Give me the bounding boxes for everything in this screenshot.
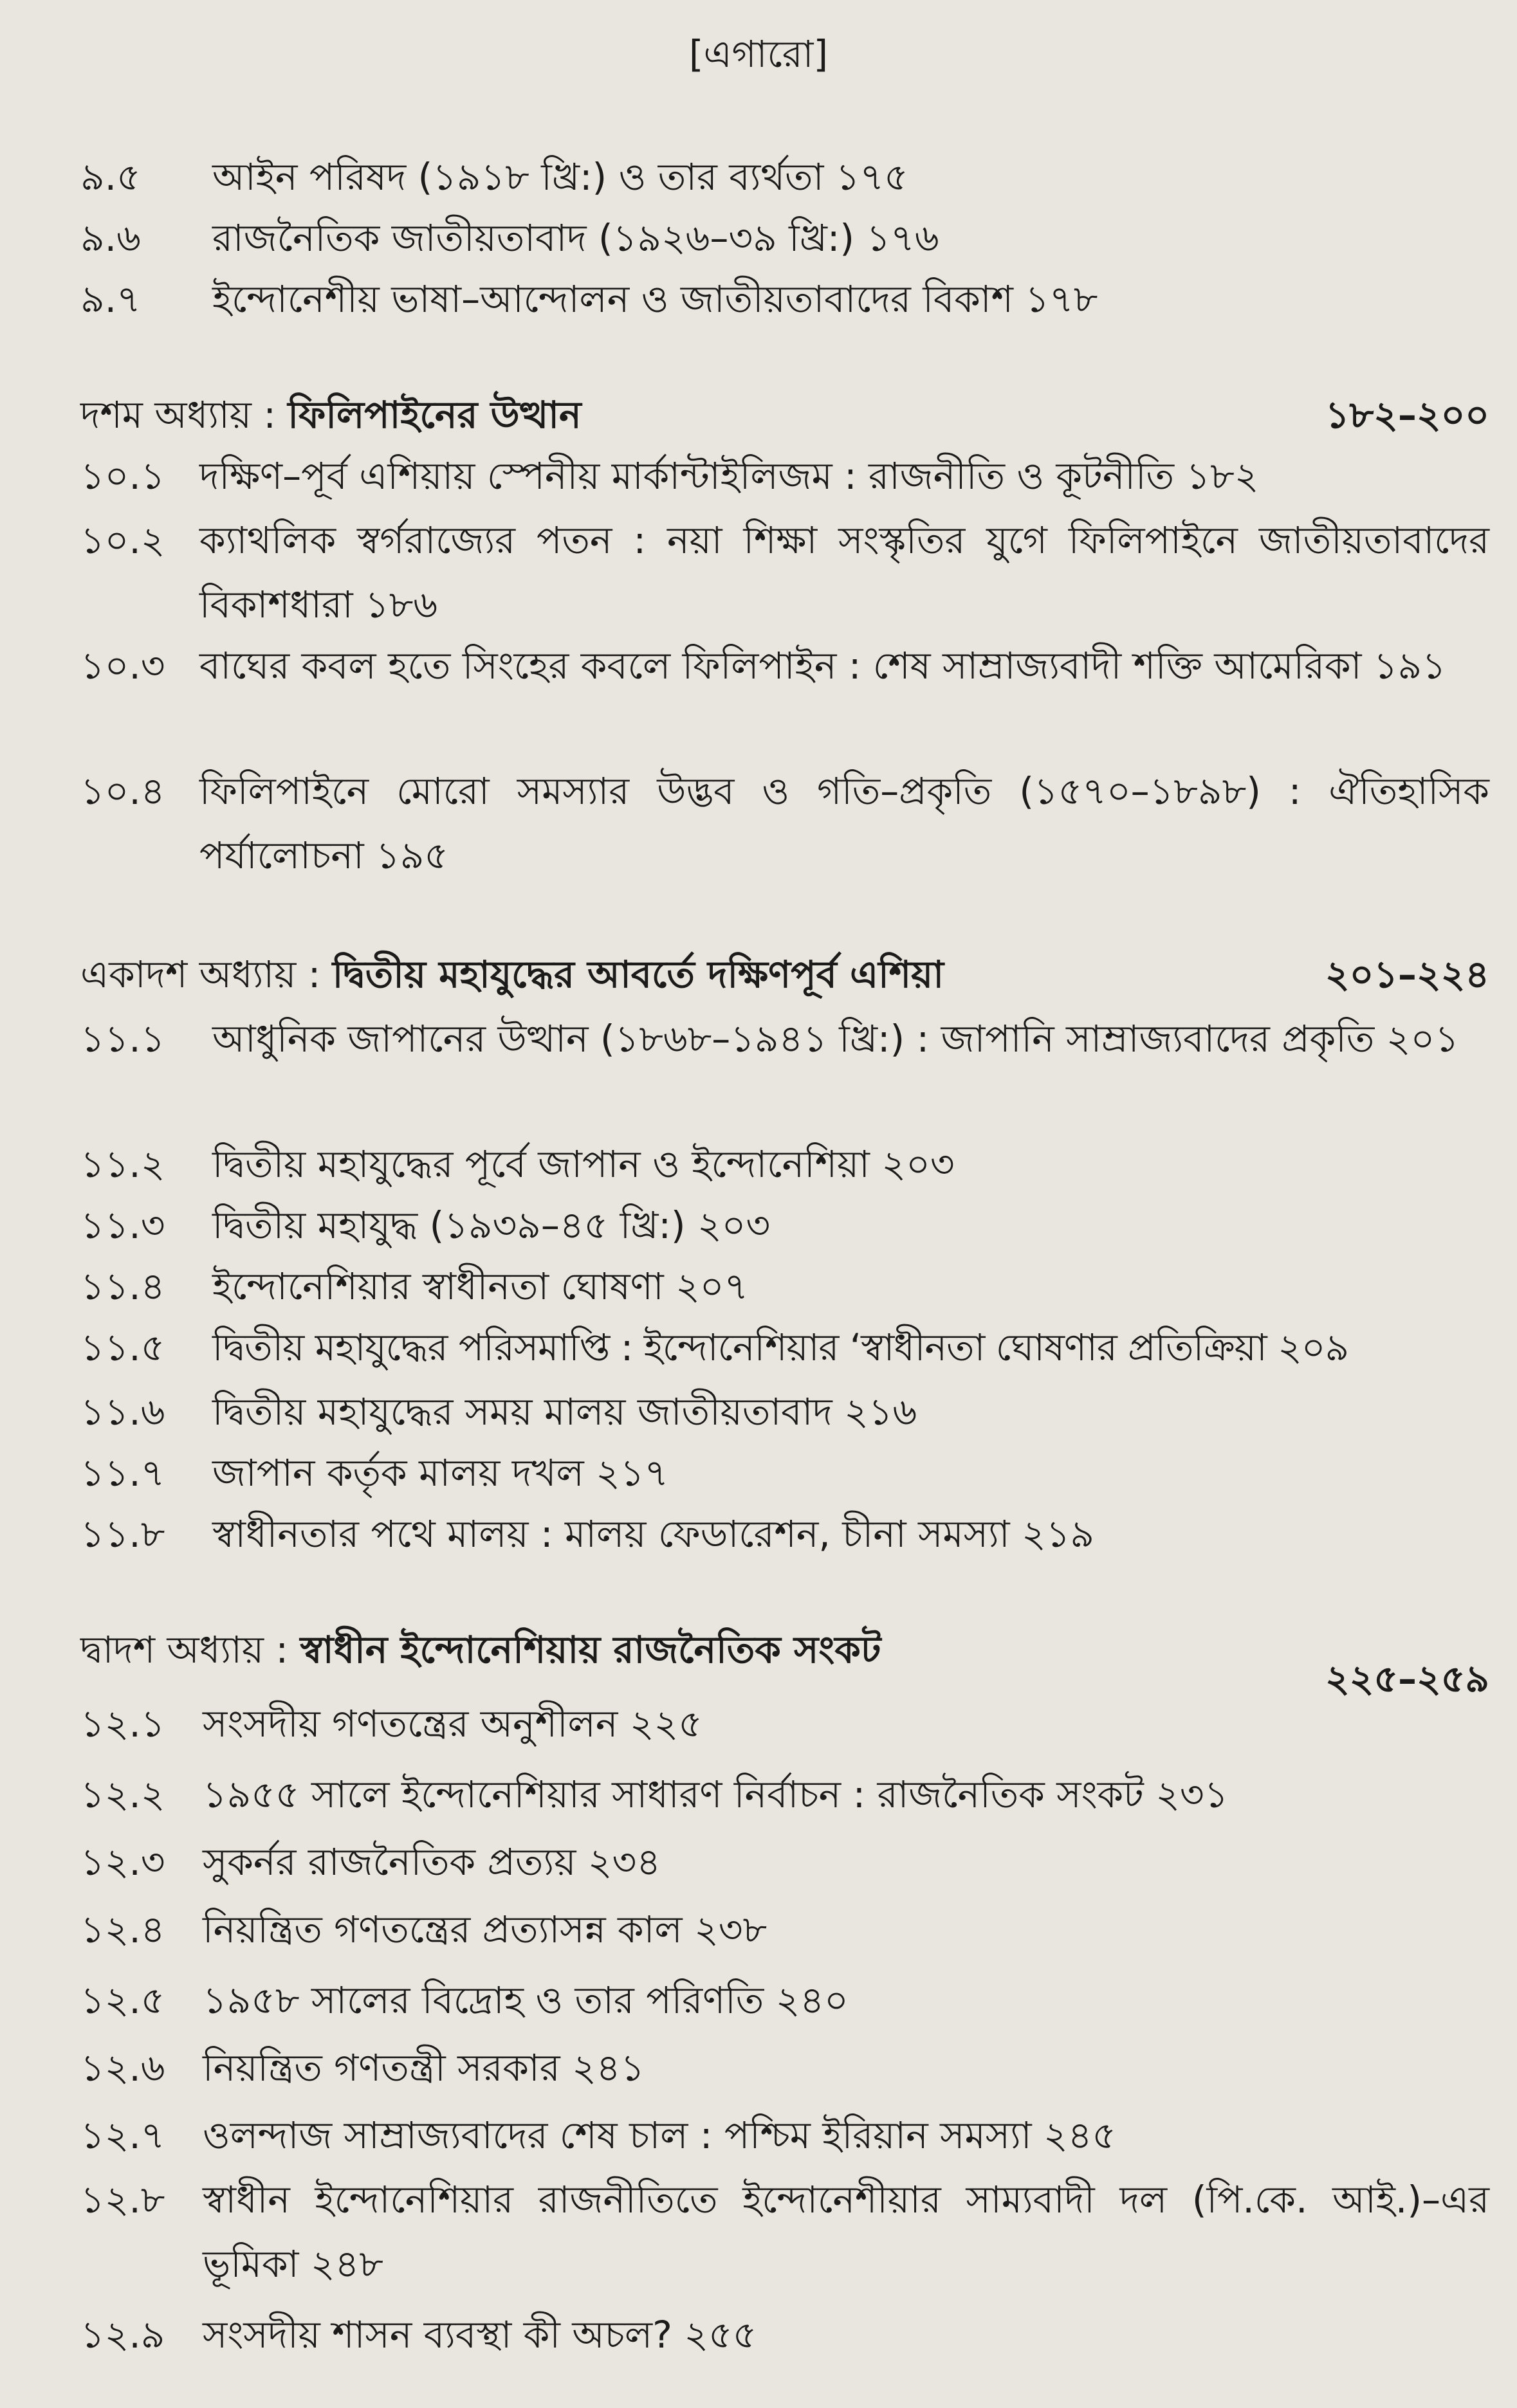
entry-number: ৯.৭ — [80, 277, 141, 321]
toc-entry — [80, 1193, 1489, 1257]
entry-number: ৯.৫ — [80, 155, 141, 199]
entry-number: ১১.৭ — [80, 1451, 165, 1495]
toc-entry — [80, 508, 1489, 637]
chapter-label: একাদশ অধ্যায় : — [80, 953, 321, 996]
chapter-title: স্বাধীন ইন্দোনেশিয়ায় রাজনৈতিক সংকট — [300, 1628, 881, 1672]
entry-number: ১১.৪ — [80, 1264, 165, 1308]
entry-text: ওলন্দাজ সাম্রাজ্যবাদের শেষ চাল : পশ্চিম ইরিয়ান সমস্যা ২৪৫ — [203, 2113, 1117, 2157]
entry-text: স্বাধীনতার পথে মালয় : মালয় ফেডারেশন, চীনা সমস্যা ২১৯ — [212, 1512, 1094, 1556]
entry-text: দ্বিতীয় মহাযুদ্ধ (১৯৩৯–৪৫ খ্রি:) ২০৩ — [212, 1203, 771, 1247]
entry-text: দক্ষিণ–পূর্ব এশিয়ায় স্পেনীয় মার্কান্টাইলিজম : রাজনীতি ও কূটনীতি ১৮২ — [199, 454, 1259, 498]
toc-entry — [80, 206, 1489, 270]
entry-text: জাপান কর্তৃক মালয় দখল ২১৭ — [212, 1451, 669, 1495]
toc-entry — [80, 1254, 1489, 1318]
toc-entry — [80, 1132, 1489, 1196]
toc-entry — [80, 1380, 1489, 1444]
entry-text: ইন্দোনেশিয়ার স্বাধীনতা ঘোষণা ২০৭ — [212, 1264, 749, 1308]
toc-entry — [80, 759, 1489, 888]
toc-entry — [80, 444, 1489, 508]
entry-text: ১৯৫৫ সালে ইন্দোনেশিয়ার সাধারণ নির্বাচন : রাজনৈতিক সংকট ২৩১ — [203, 1773, 1229, 1816]
toc-entry — [80, 1692, 1489, 1756]
toc-entry — [80, 1762, 1489, 1827]
entry-text: সংসদীয় গণতন্ত্রের অনুশীলন ২২৫ — [203, 1702, 703, 1746]
chapter-label: দশম অধ্যায় : — [80, 393, 276, 437]
chapter-page-range: ১৮২–২০০ — [1325, 393, 1489, 437]
entry-text: ইন্দোনেশীয় ভাষা–আন্দোলন ও জাতীয়তাবাদের বিকাশ ১৭৮ — [212, 277, 1098, 321]
toc-entry — [80, 1441, 1489, 1505]
entry-text: স্বাধীন ইন্দোনেশিয়ার রাজনীতিতে ইন্দোনেশীয়ার সাম্যবাদী দল (পি.কে. আই.)–এর ভূমিকা ২৪৮ — [203, 2178, 1489, 2286]
entry-text: ক্যাথলিক স্বর্গরাজ্যের পতন : নয়া শিক্ষা সংস্কৃতির যুগে ফিলিপাইনে জাতীয়তাবাদের বিকাশধারা ১৮৬ — [199, 518, 1489, 626]
chapter-page-range: ২২৫–২৫৯ — [1325, 1657, 1489, 1701]
entry-number: ১২.৭ — [80, 2113, 165, 2157]
entry-text: ১৯৫৮ সালের বিদ্রোহ ও তার পরিণতি ২৪০ — [203, 1978, 849, 2022]
toc-entry — [80, 1007, 1489, 1135]
chapter-heading — [80, 942, 1489, 1007]
entry-number: ১০.৩ — [80, 644, 165, 688]
entry-number: ১২.৯ — [80, 2313, 165, 2357]
entry-number: ১২.৫ — [80, 1978, 165, 2022]
chapter-heading — [80, 383, 1489, 447]
entry-text: দ্বিতীয় মহাযুদ্ধের পরিসমাপ্তি : ইন্দোনেশিয়ার ‘স্বাধীনতা ঘোষণার প্রতিক্রিয়া ২০৯ — [212, 1326, 1349, 1369]
entry-text: বাঘের কবল হতে সিংহের কবলে ফিলিপাইন : শেষ সাম্রাজ্যবাদী শক্তি আমেরিকা ১৯১ — [199, 644, 1446, 688]
chapter-title: দ্বিতীয় মহাযুদ্ধের আবর্তে দক্ষিণপূর্ব এশিয়া — [332, 953, 944, 996]
toc-entry — [80, 1968, 1489, 2032]
entry-number: ১০.৪ — [80, 769, 165, 813]
entry-number: ৯.৬ — [80, 216, 141, 260]
entry-number: ১১.৩ — [80, 1203, 165, 1247]
entry-text: ফিলিপাইনে মোরো সমস্যার উদ্ভব ও গতি–প্রকৃতি (১৫৭০–১৮৯৮) : ঐতিহাসিক পর্যালোচনা ১৯৫ — [199, 769, 1489, 877]
entry-text: নিয়ন্ত্রিত গণতন্ত্রী সরকার ২৪১ — [203, 2046, 645, 2090]
page-number: [এগারো] — [688, 32, 829, 76]
chapter-title: ফিলিপাইনের উত্থান — [288, 393, 582, 437]
entry-text: সুকর্নর রাজনৈতিক প্রত্যয় ২৩৪ — [203, 1840, 661, 1884]
entry-number: ১১.৮ — [80, 1512, 165, 1556]
chapter-heading — [80, 1618, 1489, 1701]
entry-number: ১২.৪ — [80, 1908, 165, 1951]
toc-entry — [80, 2167, 1489, 2296]
toc-entry — [80, 2303, 1489, 2367]
entry-text: নিয়ন্ত্রিত গণতন্ত্রের প্রত্যাসন্ন কাল ২৩৮ — [203, 1908, 768, 1951]
entry-text: আইন পরিষদ (১৯১৮ খ্রি:) ও তার ব্যর্থতা ১৭৫ — [212, 155, 908, 199]
entry-number: ১০.১ — [80, 454, 165, 498]
entry-number: ১১.২ — [80, 1142, 165, 1186]
entry-number: ১১.৫ — [80, 1326, 165, 1369]
entry-number: ১২.২ — [80, 1773, 165, 1816]
toc-entry — [80, 2103, 1489, 2167]
entry-number: ১১.৬ — [80, 1390, 165, 1434]
entry-text: সংসদীয় শাসন ব্যবস্থা কী অচল? ২৫৫ — [203, 2313, 757, 2357]
toc-entry — [80, 2036, 1489, 2100]
toc-entry — [80, 145, 1489, 209]
chapter-label: দ্বাদশ অধ্যায় : — [80, 1628, 289, 1672]
toc-entry — [80, 1315, 1489, 1380]
entry-text: রাজনৈতিক জাতীয়তাবাদ (১৯২৬–৩৯ খ্রি:) ১৭৬ — [212, 216, 939, 260]
entry-text: দ্বিতীয় মহাযুদ্ধের সময় মালয় জাতীয়তাবাদ ২১৬ — [212, 1390, 917, 1434]
entry-number: ১২.১ — [80, 1702, 165, 1746]
entry-text: আধুনিক জাপানের উত্থান (১৮৬৮–১৯৪১ খ্রি:) : জাপানি সাম্রাজ্যবাদের প্রকৃতি ২০১ — [212, 1017, 1459, 1061]
entry-number: ১১.১ — [80, 1017, 165, 1061]
entry-number: ১২.৬ — [80, 2046, 165, 2090]
entry-number: ১২.৮ — [80, 2178, 165, 2221]
toc-entry — [80, 267, 1489, 331]
toc-entry — [80, 1830, 1489, 1894]
chapter-page-range: ২০১–২২৪ — [1325, 953, 1489, 996]
entry-number: ১২.৩ — [80, 1840, 165, 1884]
entry-number: ১০.২ — [80, 518, 165, 562]
toc-entry — [80, 634, 1489, 762]
entry-text: দ্বিতীয় মহাযুদ্ধের পূর্বে জাপান ও ইন্দোনেশিয়া ২০৩ — [212, 1142, 955, 1186]
toc-entry — [80, 1502, 1489, 1566]
toc-entry — [80, 1897, 1489, 1962]
